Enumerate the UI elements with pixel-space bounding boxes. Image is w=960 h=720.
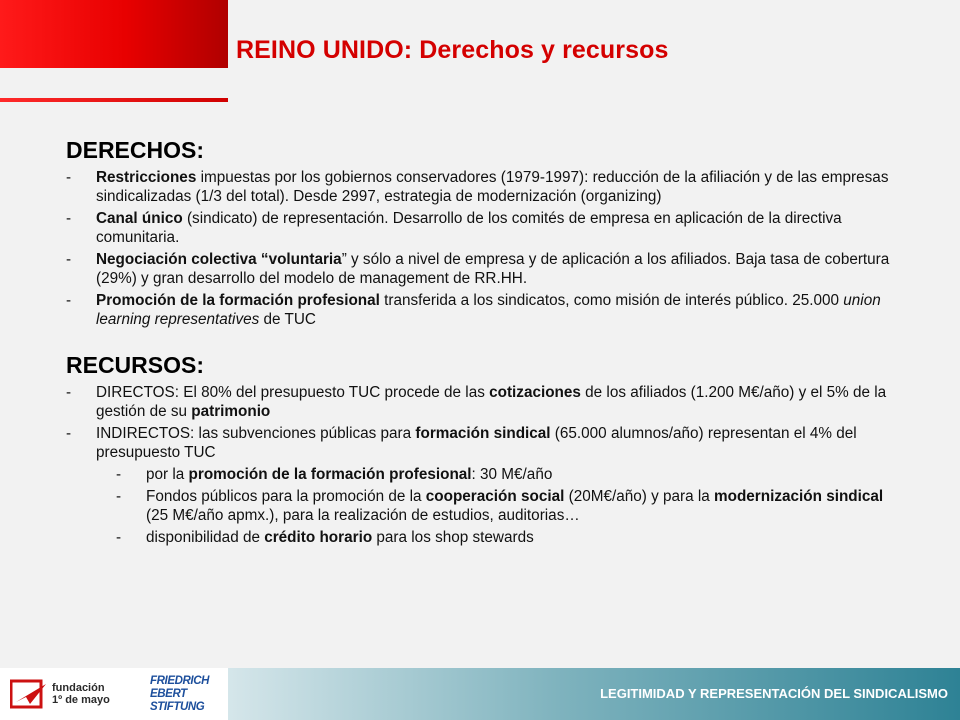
corner-red-block: [0, 0, 228, 68]
footer: [0, 668, 960, 720]
logo-area: [0, 668, 228, 720]
fes-line-3: STIFTUNG: [150, 701, 205, 713]
item-text: por la: [146, 466, 189, 483]
bold-term: cooperación social: [425, 488, 565, 505]
sub-item-credito: [116, 528, 896, 547]
fes-line-1: FRIEDRICH: [150, 675, 210, 687]
fundacion-logo-text: [52, 682, 132, 706]
item-text: impuestas por los gobiernos conservadores (1979-1997): reducción de la afiliación y de las empresas sindicalizadas (1/3 del total). Desde 2997, estrategia de modernización (organizing): [96, 169, 889, 205]
title-underline: [0, 98, 228, 102]
derechos-item-canal-unico: [66, 209, 896, 247]
bullet-dash: -: [116, 466, 122, 483]
footer-bar: [228, 668, 960, 720]
bold-term: Negociación colectiva “voluntaria: [96, 251, 342, 268]
item-text: de TUC: [259, 311, 316, 328]
item-text: (sindicato) de representación. Desarrollo de los comités de empresa en aplicación de la directiva comunitaria.: [96, 210, 842, 246]
fundacion-logo-icon: [10, 678, 48, 710]
bullet-dash: -: [66, 210, 72, 227]
item-text: ” y sólo a nivel de empresa y de aplicación a los afiliados. Baja tasa de cobertura (29%) y gran desarrollo del modelo de management de RR.HH.: [96, 251, 890, 287]
indirectos-sublist: [96, 465, 896, 547]
item-text: Fondos públicos para la promoción de la: [146, 488, 426, 505]
bold-term: Canal único: [96, 210, 183, 227]
bullet-dash: -: [66, 292, 72, 309]
item-text: para los shop stewards: [372, 529, 534, 546]
bold-term: crédito horario: [264, 529, 373, 546]
bullet-dash: -: [66, 251, 72, 268]
slide-title: REINO UNIDO: Derechos y recursos: [236, 36, 669, 64]
recursos-heading: RECURSOS:: [66, 352, 205, 378]
bold-term: formación sindical: [415, 425, 551, 442]
sub-item-fondos: [116, 487, 896, 525]
item-text: (65.000 alumnos/año) representan el 4% del presupuesto TUC: [96, 425, 857, 461]
recursos-list: [66, 383, 896, 547]
bullet-dash: -: [66, 384, 72, 401]
item-text: INDIRECTOS: las subvenciones públicas para: [96, 425, 416, 442]
item-text: transferida a los sindicatos, como misión de interés público. 25.000: [379, 292, 844, 309]
bold-term: promoción de la formación profesional: [188, 466, 472, 483]
recursos-item-indirectos: [66, 424, 896, 547]
item-text: (20M€/año) y para la: [564, 488, 714, 505]
bold-term: cotizaciones: [489, 384, 581, 401]
fes-line-2: EBERT: [150, 688, 187, 700]
item-text: de los afiliados (1.200 M€/año) y el 5% de la gestión de su: [96, 384, 887, 420]
item-text: : 30 M€/año: [471, 466, 553, 483]
derechos-item-formacion: [66, 291, 896, 329]
fundacion-line-2: 1º de mayo: [52, 694, 110, 706]
bullet-dash: -: [66, 425, 72, 442]
bold-term: patrimonio: [191, 403, 271, 420]
bold-term: modernización sindical: [714, 488, 884, 505]
bullet-dash: -: [116, 488, 122, 505]
derechos-heading: DERECHOS:: [66, 137, 205, 163]
item-text: disponibilidad de: [146, 529, 265, 546]
fundacion-line-1: fundación: [52, 682, 105, 694]
derechos-item-negociacion: [66, 250, 896, 288]
bullet-dash: -: [66, 169, 72, 186]
fes-logo-text: [150, 675, 209, 714]
sub-item-promocion: [116, 465, 896, 484]
recursos-item-directos: [66, 383, 896, 421]
item-text: DIRECTOS: El 80% del presupuesto TUC procede de las: [96, 384, 490, 401]
derechos-list: [66, 168, 896, 329]
italic-term: union learning representatives: [96, 292, 881, 328]
bold-term: Promoción de la formación profesional: [96, 292, 380, 309]
bullet-dash: -: [116, 529, 122, 546]
item-text: (25 M€/año apmx.), para la realización de estudios, auditorias…: [146, 507, 580, 524]
footer-label: LEGITIMIDAD Y REPRESENTACIÓN DEL SINDICALISMO: [600, 686, 948, 701]
derechos-item-restricciones: [66, 168, 896, 206]
slide-content: [66, 136, 896, 550]
bold-term: Restricciones: [96, 169, 197, 186]
